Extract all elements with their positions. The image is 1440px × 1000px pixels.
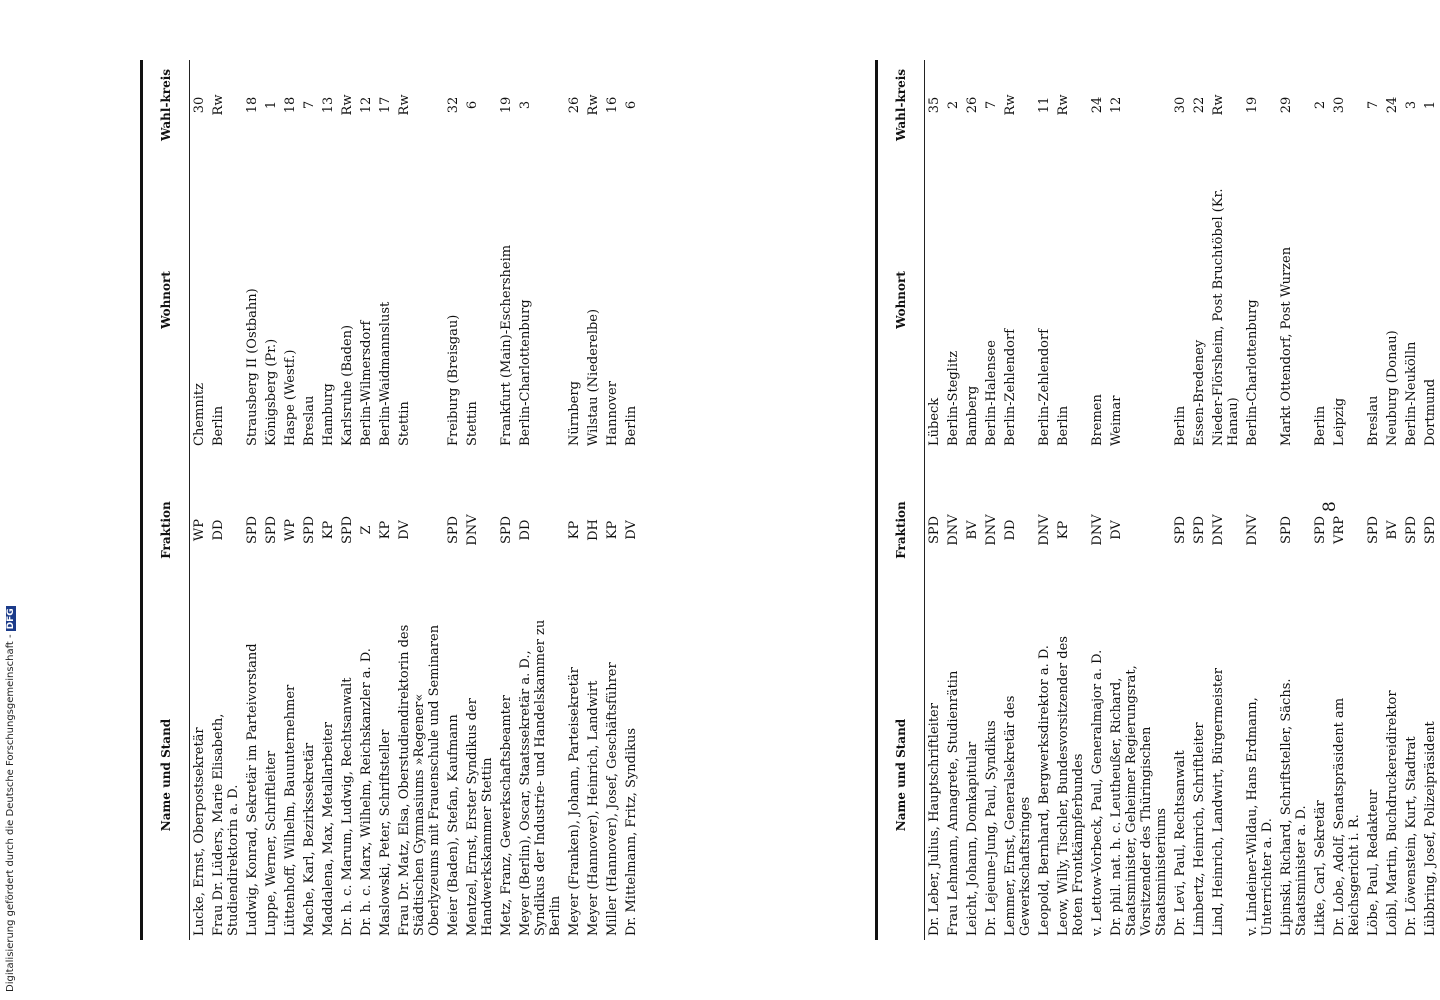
wohnort-cell: Bamberg (965, 385, 980, 446)
wahlkreis-cell: 19 (1245, 96, 1260, 114)
table-row (338, 60, 357, 940)
wohnort-cell: Strausberg II (Ostbahn) (245, 288, 260, 446)
name-cell: Limbertz, Heinrich, Schriftleiter (1192, 722, 1207, 936)
table-row (1277, 60, 1311, 940)
wohnort-cell: Haspe (Westf.) (283, 349, 298, 446)
fraktion-cell: KP (605, 520, 620, 540)
fraktion-cell: WP (283, 518, 298, 542)
table-row (944, 60, 963, 940)
fraktion-cell: DH (586, 519, 601, 541)
wahlkreis-cell: 22 (1192, 96, 1207, 114)
wahlkreis-cell: Rw (211, 94, 226, 116)
table-body (925, 60, 1440, 940)
table-row (444, 60, 463, 940)
name-cell: v. Lettow-Vorbeck, Paul, Generalmajor a. D. (1090, 649, 1105, 936)
table-row (1330, 60, 1364, 940)
name-cell: Mache, Karl, Bezirkssekretär (302, 742, 317, 936)
wohnort-cell: Berlin-Zehlendorf (1003, 328, 1018, 446)
name-cell: Dr. Leber, Julius, Hauptschriftleiter (927, 703, 942, 936)
name-cell: Frau Lehmann, Annagrete, Studienrätin (946, 670, 961, 936)
fraktion-cell: DNV (984, 514, 999, 546)
wohnort-cell: Essen-Bredeney (1192, 339, 1207, 446)
table-row (262, 60, 281, 940)
fraktion-cell: DNV (465, 514, 480, 546)
table-row (584, 60, 603, 940)
name-cell: Luppe, Werner, Schriftleiter (264, 750, 279, 936)
wohnort-cell: Berlin-Charlottenburg (518, 299, 533, 446)
wohnort-cell: Stettin (465, 401, 480, 446)
wahlkreis-cell: 19 (499, 96, 514, 114)
dfg-logo: DFG (6, 608, 16, 630)
wohnort-cell: Berlin-Zehlendorf (1037, 328, 1052, 446)
wohnort-cell: Berlin-Steglitz (946, 350, 961, 446)
name-cell: Frau Dr. Matz, Elsa, Oberstudiendirektorin des Städtischen Gymnasiums »Regener« Oberlyzeums mit Frauenschule und Seminaren (397, 624, 442, 936)
wahlkreis-cell: 26 (965, 96, 980, 114)
fraktion-cell: DNV (1245, 514, 1260, 546)
name-cell: Meier (Baden), Stefan, Kaufmann (446, 714, 461, 936)
table-row (1421, 60, 1440, 940)
name-cell: Leicht, Johann, Domkapitular (965, 741, 980, 936)
table-header (878, 60, 925, 940)
wohnort-cell: Berlin-Waidmannslust (378, 301, 393, 446)
name-cell: Leow, Willy, Tischler, Bundesvorsitzender des Roten Frontkämpferbundes (1056, 636, 1086, 936)
name-cell: Meyer (Hannover), Heinrich, Landwirt (586, 680, 601, 936)
wohnort-cell: Markt Ottendorf, Post Wurzen (1279, 246, 1294, 446)
table-row (1171, 60, 1190, 940)
wahlkreis-cell: 18 (283, 96, 298, 114)
wohnort-cell: Breslau (302, 395, 317, 446)
header-wahlkreis: Wahl-kreis (894, 68, 908, 142)
fraktion-cell: SPD (1404, 515, 1419, 545)
name-cell: Maddalena, Max, Metallarbeiter (321, 722, 336, 936)
name-cell: Leopold, Bernhard, Bergwerksdirektor a. D. (1037, 645, 1052, 936)
fraktion-cell: SPD (1313, 515, 1328, 545)
digitization-footer (5, 606, 16, 992)
wahlkreis-cell: 30 (192, 96, 207, 114)
name-cell: Dr. Löwenstein, Kurt, Stadtrat (1404, 736, 1419, 936)
wahlkreis-cell: Rw (397, 94, 412, 116)
wohnort-cell: Berlin (1056, 405, 1071, 446)
table-row (1402, 60, 1421, 940)
wahlkreis-cell: 24 (1385, 96, 1400, 114)
header-wohnort: Wohnort (159, 271, 173, 329)
fraktion-cell: DNV (1037, 514, 1052, 546)
name-cell: v. Lindeiner-Wildau, Hans Erdmann, Unterrichter a. D. (1245, 697, 1275, 936)
fraktion-cell: SPD (927, 515, 942, 545)
fraktion-cell: KP (1056, 520, 1071, 540)
name-cell: Dr. phil. nat. h. c. Leutheußer, Richard, Staatsminister, Geheimer Regierungsrat, Vorsitzender des Thüringischen Staatsministeriums (1109, 665, 1169, 936)
name-cell: Mentzel, Ernst, Erster Syndikus der Handwerkskammer Stettin (465, 698, 495, 936)
wohnort-cell: Hannover (605, 381, 620, 446)
wohnort-cell: Königsberg (Pr.) (264, 338, 279, 446)
table-row (1107, 60, 1171, 940)
wahlkreis-cell: 3 (518, 100, 533, 110)
fraktion-cell: SPD (264, 515, 279, 545)
table-row (565, 60, 584, 940)
wohnort-cell: Leipzig (1332, 397, 1347, 446)
fraktion-cell: DNV (1090, 514, 1105, 546)
name-cell: Frau Dr. Lüders, Marie Elisabeth, Studiendirektorin a. D. (211, 713, 241, 936)
header-fraktion: Fraktion (159, 501, 173, 559)
table-row (281, 60, 300, 940)
header-wohnort: Wohnort (894, 271, 908, 329)
fraktion-cell: VRP (1332, 516, 1347, 544)
name-cell: Lipinski, Richard, Schriftsteller, Sächs. Staatsminister a. D. (1279, 678, 1309, 936)
wahlkreis-cell: 30 (1173, 96, 1188, 114)
wohnort-cell: Berlin-Neukölln (1404, 341, 1419, 446)
table-left (875, 60, 1440, 940)
table-row (463, 60, 497, 940)
wohnort-cell: Wilstau (Niederelbe) (586, 308, 601, 446)
table-row (1364, 60, 1383, 940)
name-cell: Dr. h. c. Marum, Ludwig, Rechtsanwalt (340, 677, 355, 936)
table-row (357, 60, 376, 940)
table-row (1054, 60, 1088, 940)
fraktion-cell: DV (1109, 520, 1124, 540)
wahlkreis-cell: 3 (1404, 100, 1419, 110)
fraktion-cell: WP (192, 518, 207, 542)
table-body (190, 60, 641, 940)
fraktion-cell: DD (518, 519, 533, 541)
table-row (925, 60, 944, 940)
wohnort-cell: Hamburg (321, 383, 336, 446)
fraktion-cell: SPD (1192, 515, 1207, 545)
name-cell: Miller (Hannover), Josef, Geschäftsführer (605, 662, 620, 936)
name-cell: Ludwig, Konrad, Sekretär im Parteivorstand (245, 643, 260, 936)
wahlkreis-cell: 17 (378, 96, 393, 114)
wahlkreis-cell: 12 (1109, 96, 1124, 114)
wohnort-cell: Dortmund (1423, 378, 1438, 446)
wahlkreis-cell: 6 (465, 100, 480, 110)
table-row (395, 60, 444, 940)
name-cell: Metz, Franz, Gewerkschaftsbeamter (499, 695, 514, 936)
name-cell: Lemmer, Ernst, Generalsekretär des Gewerkschaftsringes (1003, 695, 1033, 936)
name-cell: Dr. Mittelmann, Fritz, Syndikus (624, 727, 639, 936)
table-row (1001, 60, 1035, 940)
wahlkreis-cell: 30 (1332, 96, 1347, 114)
name-cell: Lucke, Ernst, Oberpostsekretär (192, 727, 207, 936)
header-wahlkreis: Wahl-kreis (159, 68, 173, 142)
fraktion-cell: SPD (499, 515, 514, 545)
header-name: Name und Stand (894, 718, 908, 832)
name-cell: Loibl, Martin, Buchdruckereidirektor (1385, 690, 1400, 936)
name-cell: Dr. h. c. Marx, Wilhelm, Reichskanzler a. D. (359, 648, 374, 936)
name-cell: Dr. Lobe, Adolf, Senatspräsident am Reichsgericht i. R. (1332, 697, 1362, 936)
fraktion-cell: SPD (1279, 515, 1294, 545)
wohnort-cell: Nürnberg (567, 381, 582, 446)
name-cell: Lübbring, Josef, Polizeipräsident (1423, 721, 1438, 936)
wahlkreis-cell: 7 (1366, 100, 1381, 110)
table-row (1383, 60, 1402, 940)
table-row (497, 60, 516, 940)
fraktion-cell: KP (378, 520, 393, 540)
table-row (1209, 60, 1243, 940)
header-fraktion: Fraktion (894, 501, 908, 559)
fraktion-cell: SPD (1423, 515, 1438, 545)
wahlkreis-cell: 16 (605, 96, 620, 114)
wahlkreis-cell: Rw (586, 94, 601, 116)
wahlkreis-cell: 18 (245, 96, 260, 114)
wohnort-cell: Lübeck (927, 397, 942, 446)
wahlkreis-cell: 13 (321, 96, 336, 114)
table-header (143, 60, 190, 940)
name-cell: Lind, Heinrich, Landwirt, Bürgermeister (1211, 667, 1226, 936)
footer-text: Digitalisierung gefördert durch die Deutsche Forschungsgemeinschaft - (5, 634, 16, 992)
wahlkreis-cell: 1 (1423, 100, 1438, 110)
table-row (1190, 60, 1209, 940)
name-cell: Dr. Levi, Paul, Rechtsanwalt (1173, 750, 1188, 936)
wahlkreis-cell: 1 (264, 100, 279, 110)
table-row (1311, 60, 1330, 940)
table-row (963, 60, 982, 940)
wohnort-cell: Berlin-Charlottenburg (1245, 299, 1260, 446)
wohnort-cell: Berlin-Wilmersdorf (359, 320, 374, 446)
fraktion-cell: KP (321, 520, 336, 540)
wahlkreis-cell: 35 (927, 96, 942, 114)
header-name: Name und Stand (159, 718, 173, 832)
wohnort-cell: Berlin (1173, 405, 1188, 446)
fraktion-cell: DNV (1211, 514, 1226, 546)
wohnort-cell: Breslau (1366, 395, 1381, 446)
wahlkreis-cell: 2 (946, 100, 961, 110)
table-row (376, 60, 395, 940)
fraktion-cell: SPD (1366, 515, 1381, 545)
wohnort-cell: Freiburg (Breisgau) (446, 314, 461, 446)
table-row (1243, 60, 1277, 940)
fraktion-cell: SPD (245, 515, 260, 545)
table-row (319, 60, 338, 940)
wahlkreis-cell: Rw (1211, 94, 1226, 116)
wohnort-cell: Frankfurt (Main)-Eschersheim (499, 244, 514, 446)
wohnort-cell: Neuburg (Donau) (1385, 330, 1400, 446)
wahlkreis-cell: 26 (567, 96, 582, 114)
wohnort-cell: Berlin-Halensee (984, 340, 999, 446)
wohnort-cell: Nieder-Flörsheim, Post Bruchtöbel (Kr. Hanau) (1211, 188, 1241, 446)
table-row (982, 60, 1001, 940)
fraktion-cell: DNV (946, 514, 961, 546)
wohnort-cell: Bremen (1090, 394, 1105, 446)
table-row (1035, 60, 1054, 940)
table-row (622, 60, 641, 940)
fraktion-cell: BV (1385, 520, 1400, 540)
wohnort-cell: Berlin (1313, 405, 1328, 446)
fraktion-cell: SPD (1173, 515, 1188, 545)
wohnort-cell: Stettin (397, 401, 412, 446)
wahlkreis-cell: Rw (1056, 94, 1071, 116)
wahlkreis-cell: 7 (984, 100, 999, 110)
page-number: 8 (1320, 501, 1340, 512)
fraktion-cell: BV (965, 520, 980, 540)
name-cell: Meyer (Franken), Johann, Parteisekretär (567, 667, 582, 936)
table-row (190, 60, 209, 940)
wahlkreis-cell: 7 (302, 100, 317, 110)
fraktion-cell: Z (359, 525, 374, 535)
wohnort-cell: Karlsruhe (Baden) (340, 324, 355, 446)
name-cell: Litke, Carl, Sekretär (1313, 800, 1328, 936)
table-right (140, 60, 641, 940)
name-cell: Löbe, Paul, Redakteur (1366, 789, 1381, 936)
table-row (209, 60, 243, 940)
wahlkreis-cell: Rw (340, 94, 355, 116)
fraktion-cell: DV (624, 520, 639, 540)
fraktion-cell: SPD (446, 515, 461, 545)
wohnort-cell: Chemnitz (192, 383, 207, 446)
fraktion-cell: SPD (302, 515, 317, 545)
name-cell: Meyer (Berlin), Oscar, Staatssekretär a. D., Syndikus der Industrie- und Handelskammer zu Berlin (518, 619, 563, 936)
wahlkreis-cell: 2 (1313, 100, 1328, 110)
wahlkreis-cell: 12 (359, 96, 374, 114)
table-row (603, 60, 622, 940)
table-row (300, 60, 319, 940)
wahlkreis-cell: Rw (1003, 94, 1018, 116)
wahlkreis-cell: 32 (446, 96, 461, 114)
wahlkreis-cell: 6 (624, 100, 639, 110)
wohnort-cell: Weimar (1109, 395, 1124, 446)
fraktion-cell: DD (1003, 519, 1018, 541)
wahlkreis-cell: 24 (1090, 96, 1105, 114)
wohnort-cell: Berlin (624, 405, 639, 446)
fraktion-cell: DD (211, 519, 226, 541)
fraktion-cell: KP (567, 520, 582, 540)
wohnort-cell: Berlin (211, 405, 226, 446)
fraktion-cell: SPD (340, 515, 355, 545)
name-cell: Lüttenhoff, Wilhelm, Bauunternehmer (283, 684, 298, 936)
name-cell: Dr. Lejeune-Jung, Paul, Syndikus (984, 720, 999, 936)
table-row (243, 60, 262, 940)
wahlkreis-cell: 11 (1037, 96, 1052, 114)
wahlkreis-cell: 29 (1279, 96, 1294, 114)
name-cell: Maslowski, Peter, Schriftsteller (378, 729, 393, 936)
table-row (1088, 60, 1107, 940)
fraktion-cell: DV (397, 520, 412, 540)
table-row (516, 60, 565, 940)
